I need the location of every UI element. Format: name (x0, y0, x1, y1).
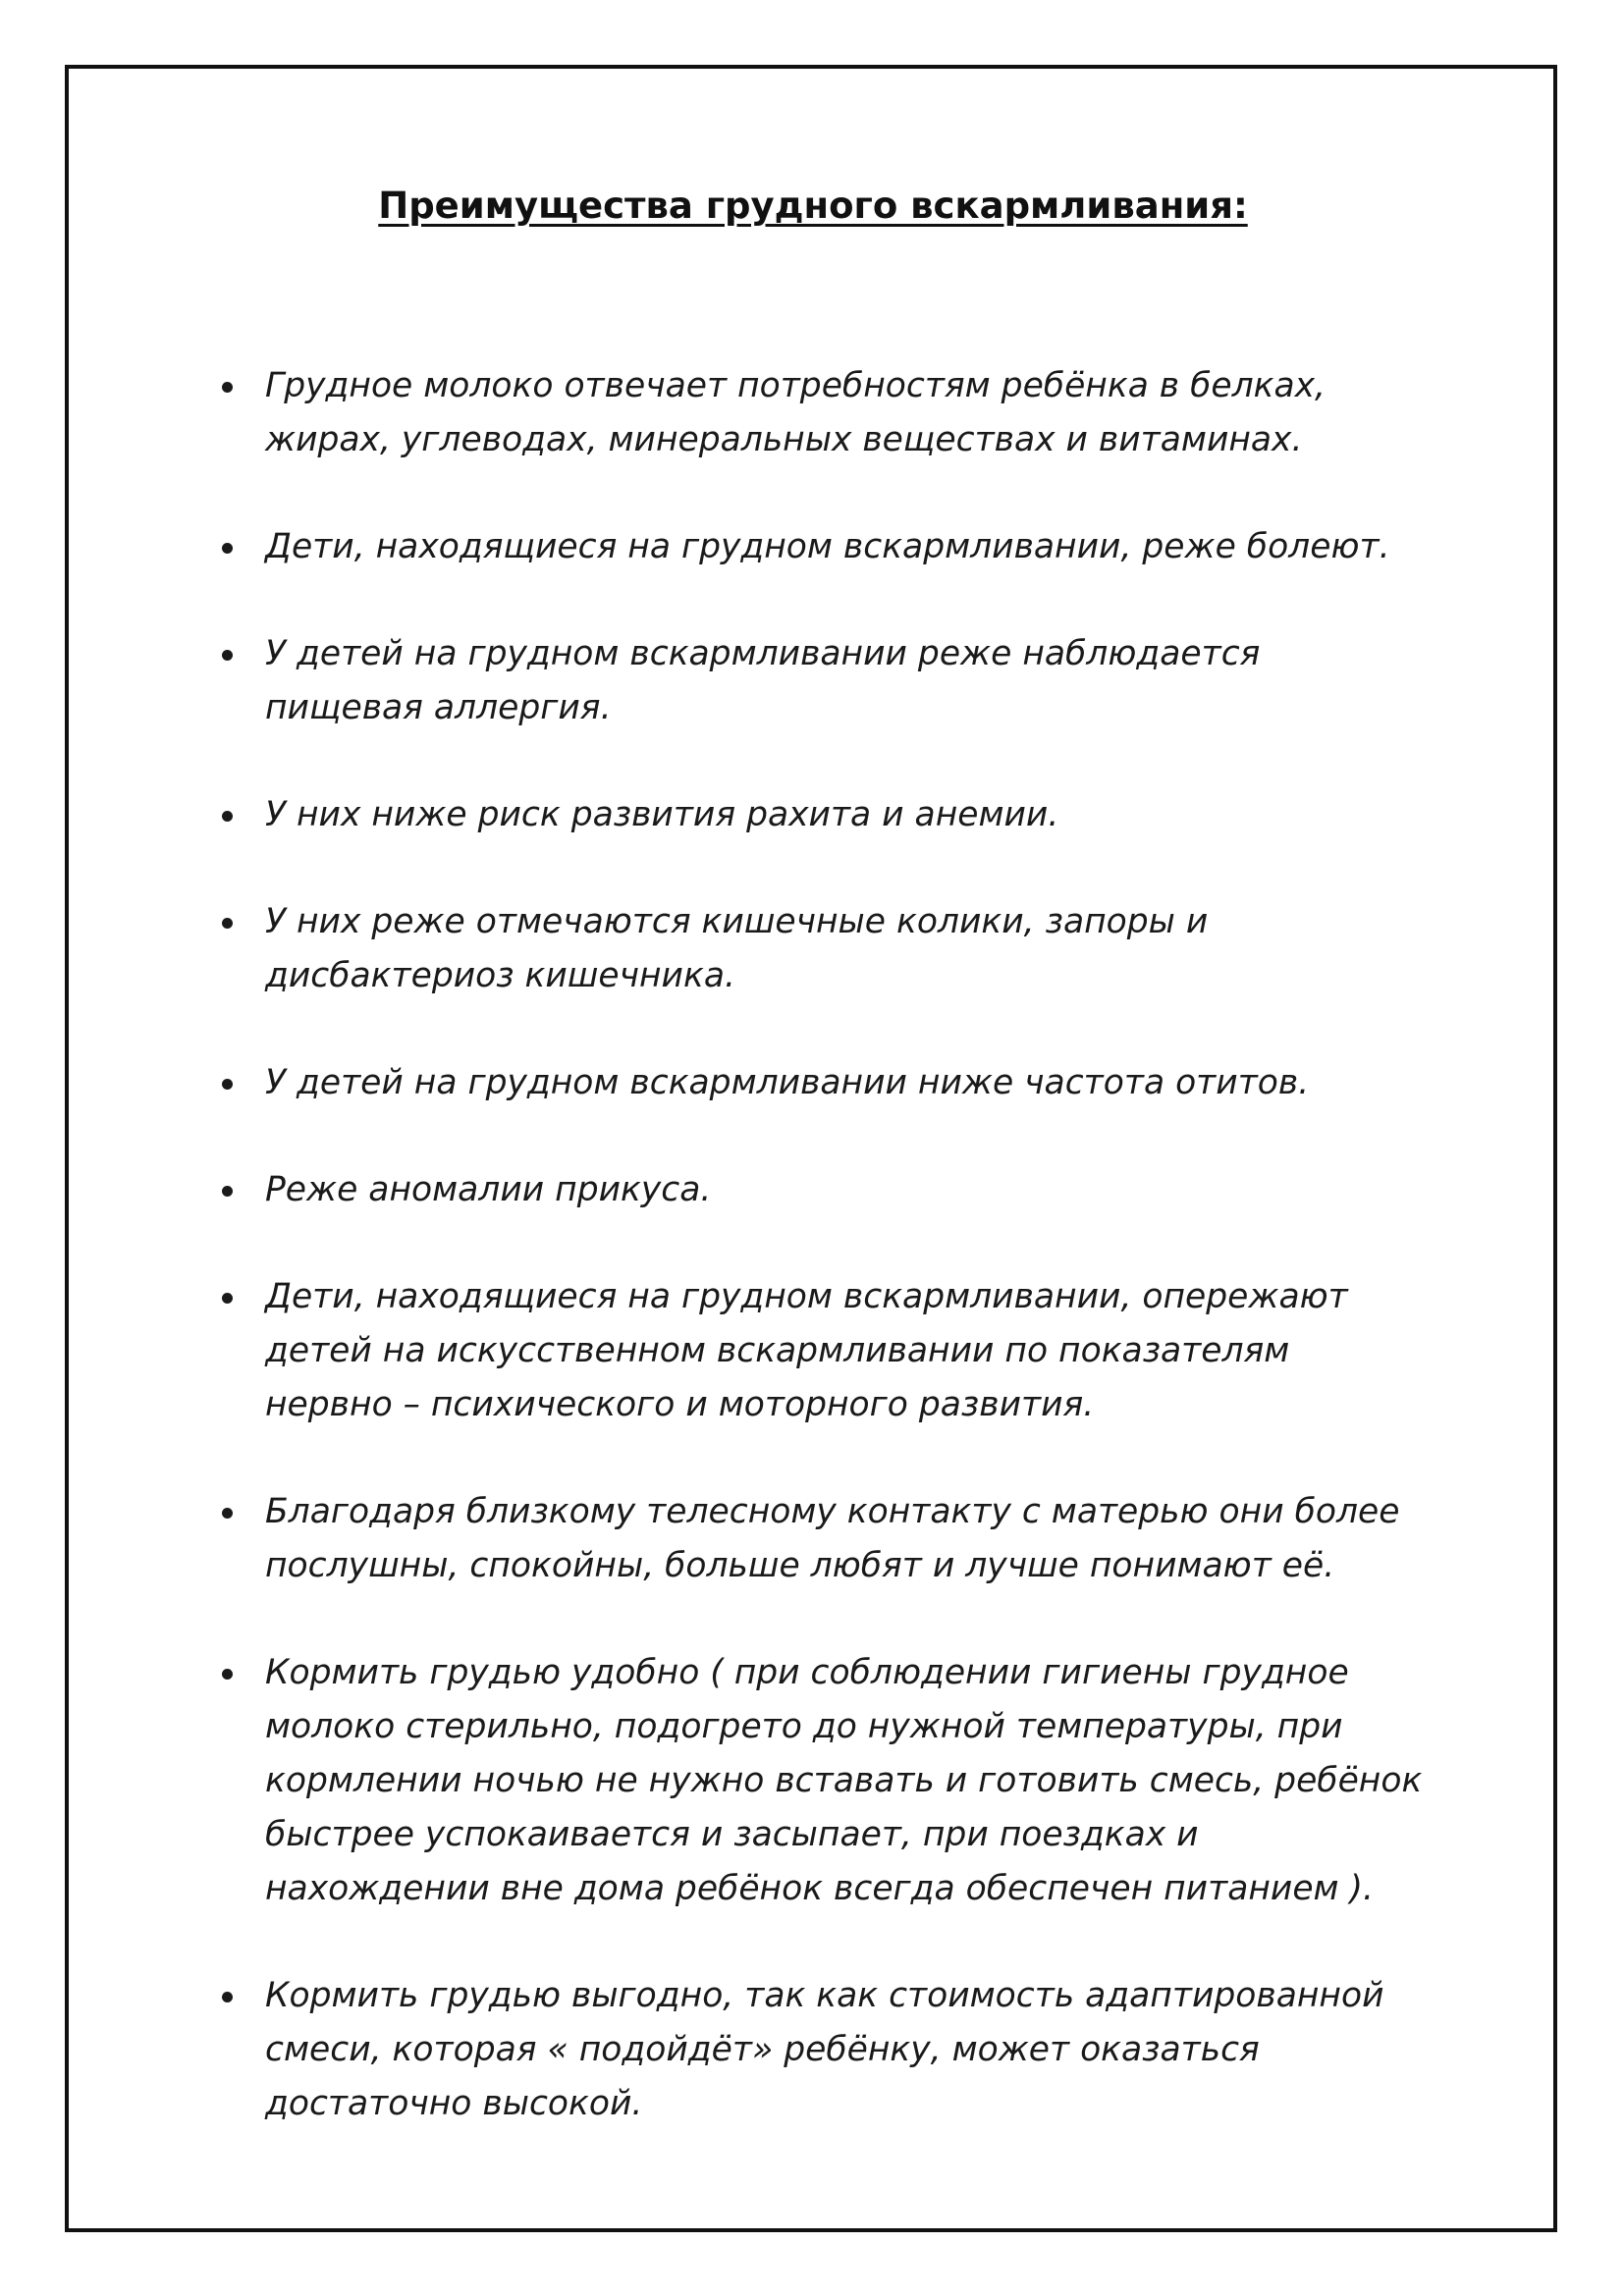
list-item-text: Благодаря близкому телесному контакту с матерью они более послушны, спокойны, больше любят и лучше понимают её. (265, 1492, 1400, 1585)
bullet-icon (222, 811, 233, 822)
bullet-icon (222, 543, 233, 554)
list-item-text: Кормить грудью выгодно, так как стоимость адаптированной смеси, которая « подойдёт» ребёнку, может оказаться достаточно высокой. (265, 1976, 1384, 2123)
bullet-icon (222, 650, 233, 661)
bullet-icon (222, 1508, 233, 1519)
list-item-text: Дети, находящиеся на грудном вскармливании, реже болеют. (265, 527, 1390, 566)
list-item (265, 1056, 1581, 1110)
list-item-text: У детей на грудном вскармливании реже наблюдается пищевая аллергия. (265, 634, 1261, 727)
list-item-text: У них ниже риск развития рахита и анемии. (265, 795, 1059, 834)
bullet-icon (222, 382, 233, 393)
list-item-text: У них реже отмечаются кишечные колики, запоры и дисбактериоз кишечника. (265, 902, 1209, 995)
list-item-text: Дети, находящиеся на грудном вскармливании, опережают детей на искусственном вскармливании по показателям нервно – психического и моторного развития. (265, 1277, 1348, 1424)
page-border (65, 65, 1557, 2232)
bullet-icon (222, 1079, 233, 1090)
list-item-text: Кормить грудью удобно ( при соблюдении гигиены грудное молоко стерильно, подогрето до нужной температуры, при кормлении ночью не нужно вставать и готовить смесь, ребёнок быстрее успокаивается и засыпает, при поездках и нахождении вне дома ребёнок всегда обеспечен питанием ). (265, 1653, 1423, 1908)
list-item-text: Грудное молоко отвечает потребностям ребёнка в белках, жирах, углеводах, минеральных веществах и витаминах. (265, 366, 1326, 459)
bullet-icon (222, 1186, 233, 1197)
bullet-icon (222, 1992, 233, 2002)
list-item (265, 788, 1581, 842)
list-item (265, 1163, 1581, 1217)
list-item (265, 1485, 1581, 1593)
list-item (265, 1969, 1581, 2131)
list-item (265, 1646, 1581, 1916)
page-title: Преимущества грудного вскармливания: (378, 185, 1248, 227)
bullet-icon (222, 1293, 233, 1304)
list-item (265, 1270, 1581, 1432)
list-item (265, 520, 1581, 574)
list-item (265, 895, 1581, 1003)
list-item (265, 359, 1581, 467)
list-item (265, 627, 1581, 735)
benefits-list (265, 359, 1581, 2184)
list-item-text: У детей на грудном вскармливании ниже частота отитов. (265, 1063, 1310, 1102)
list-item-text: Реже аномалии прикуса. (265, 1170, 712, 1209)
bullet-icon (222, 918, 233, 929)
bullet-icon (222, 1669, 233, 1680)
